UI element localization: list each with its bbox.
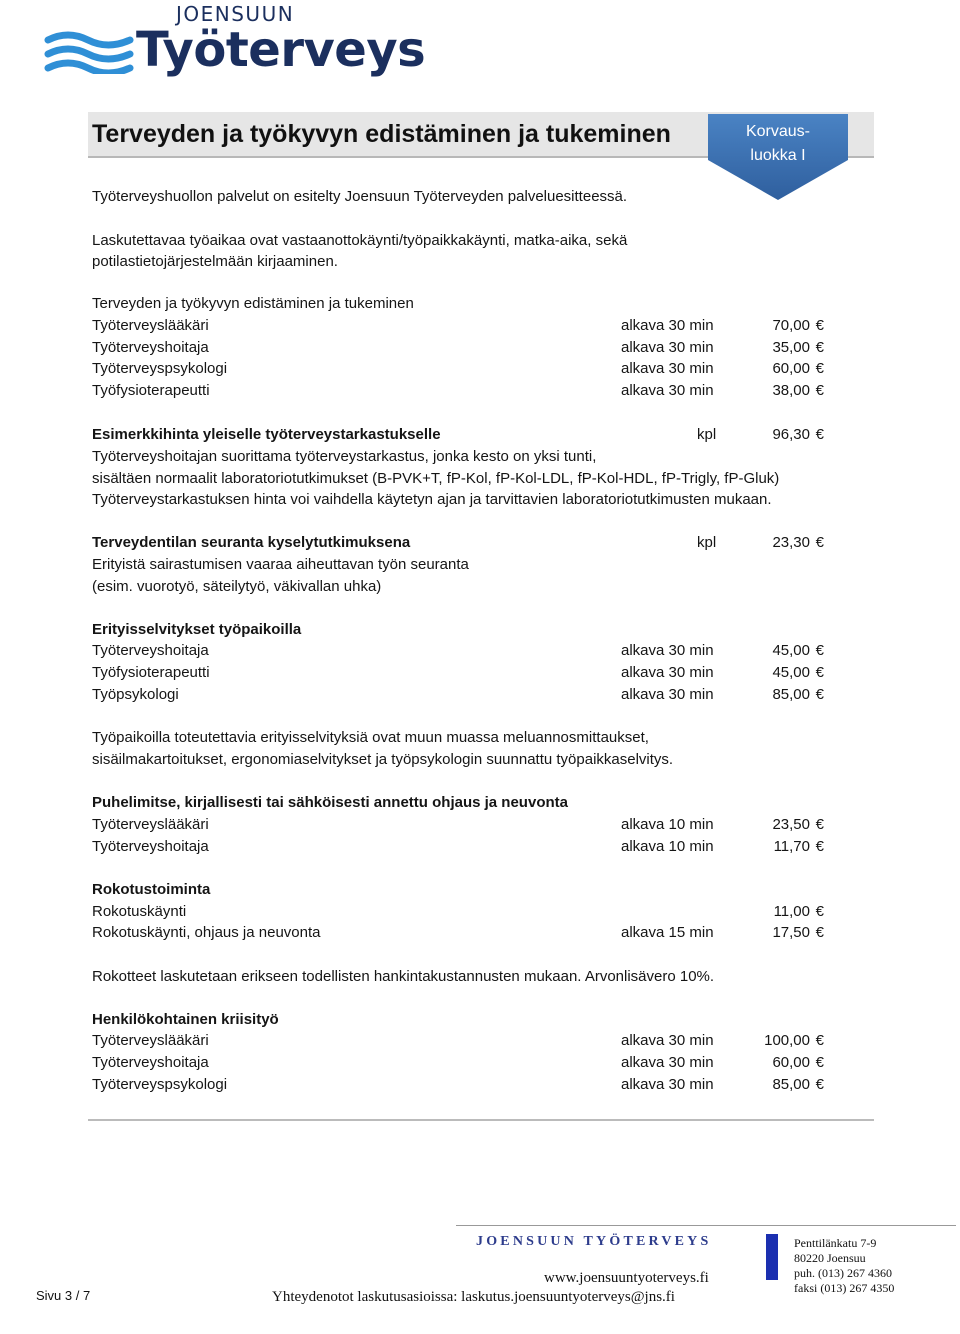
section-heading-health: Terveyden ja työkyvyn edistäminen ja tukeminen	[92, 295, 414, 312]
special-note-1: Työpaikoilla toteutettavia erityisselvityksiä ovat muun muassa meluannosmittaukset,	[92, 729, 649, 746]
service-unit: alkava 30 min	[621, 360, 714, 377]
service-price: 70,00	[772, 317, 810, 334]
section-heading-special: Erityisselvitykset työpaikoilla	[92, 621, 302, 638]
service-name: Työterveyshoitaja	[92, 339, 209, 356]
service-price: 45,00	[772, 642, 810, 659]
address-city: 80220 Joensuu	[794, 1251, 866, 1265]
logo-top-text: JOENSUUN	[176, 2, 295, 26]
service-price: 35,00	[772, 339, 810, 356]
korvaus-badge	[708, 120, 848, 168]
service-unit: alkava 30 min	[621, 686, 714, 703]
euro-sign: €	[815, 924, 824, 941]
service-price: 100,00	[764, 1032, 810, 1049]
service-unit: alkava 10 min	[621, 816, 714, 833]
service-price: 85,00	[772, 1076, 810, 1093]
service-unit: alkava 30 min	[621, 382, 714, 399]
price-row	[92, 836, 828, 858]
service-name: Työterveyslääkäri	[92, 317, 209, 334]
intro-text-3: potilastietojärjestelmään kirjaaminen.	[92, 253, 338, 270]
euro-sign: €	[815, 339, 824, 356]
service-name: Työterveyslääkäri	[92, 816, 209, 833]
service-name: Työterveyshoitaja	[92, 642, 209, 659]
price-row	[92, 684, 828, 706]
footer-address	[794, 1236, 894, 1296]
service-unit: kpl	[697, 426, 717, 443]
euro-sign: €	[815, 360, 824, 377]
service-name: Työterveyshoitaja	[92, 1054, 209, 1071]
service-price: 60,00	[772, 360, 810, 377]
service-name: Työpsykologi	[92, 686, 179, 703]
price-row	[92, 814, 828, 836]
service-price: 11,00	[773, 903, 810, 920]
section-heading-crisis: Henkilökohtainen kriisityö	[92, 1011, 279, 1028]
exam-desc-2: sisältäen normaalit laboratoriotutkimukset (B-PVK+T, fP-Kol, fP-Kol-LDL, fP-Kol-HDL, fP-Trigly, fP-Gluk)	[92, 470, 780, 487]
price-row	[92, 380, 828, 402]
euro-sign: €	[815, 686, 824, 703]
price-row	[92, 1074, 828, 1096]
service-unit: kpl	[697, 534, 717, 551]
page-title: Terveyden ja työkyvyn edistäminen ja tukeminen	[92, 120, 671, 148]
service-unit: alkava 10 min	[621, 838, 714, 855]
korvaus-line-1: Korvaus-	[745, 123, 811, 140]
price-row	[92, 315, 828, 337]
footer-website-link[interactable]: www.joensuuntyoterveys.fi	[544, 1270, 709, 1286]
service-unit: alkava 30 min	[621, 1054, 714, 1071]
service-name: Työterveyspsykologi	[92, 360, 228, 377]
euro-sign: €	[815, 317, 824, 334]
price-row	[92, 1052, 828, 1074]
euro-sign: €	[815, 903, 824, 920]
page-number: Sivu 3 / 7	[36, 1288, 91, 1303]
price-row	[92, 337, 828, 359]
service-name: Työterveyslääkäri	[92, 1032, 209, 1049]
euro-sign: €	[815, 1054, 824, 1071]
service-price: 38,00	[772, 382, 810, 399]
service-price: 23,50	[772, 816, 810, 833]
euro-sign: €	[815, 816, 824, 833]
service-price: 60,00	[772, 1054, 810, 1071]
service-unit: alkava 15 min	[621, 924, 714, 941]
euro-sign: €	[815, 426, 824, 443]
footer-billing-contact: Yhteydenotot laskutusasioissa: laskutus.joensuuntyoterveys@jns.fi	[272, 1289, 675, 1305]
service-price: 96,30	[772, 426, 810, 443]
section-heading-phone: Puhelimitse, kirjallisesti tai sähköisesti annettu ohjaus ja neuvonta	[92, 794, 568, 811]
euro-sign: €	[815, 1032, 824, 1049]
section-heading-vaccine: Rokotustoiminta	[92, 881, 211, 898]
service-unit: alkava 30 min	[621, 1076, 714, 1093]
footer-divider	[88, 1119, 874, 1121]
service-unit: alkava 30 min	[621, 664, 714, 681]
service-price: 85,00	[772, 686, 810, 703]
price-row	[92, 901, 828, 923]
survey-desc-2: (esim. vuorotyö, säteilytyö, väkivallan uhka)	[92, 578, 382, 595]
euro-sign: €	[815, 838, 824, 855]
address-fax: faksi (013) 267 4350	[794, 1281, 895, 1295]
service-name: Rokotuskäynti, ohjaus ja neuvonta	[92, 924, 321, 941]
exam-desc-1: Työterveyshoitajan suorittama työterveystarkastus, jonka kesto on yksi tunti,	[92, 448, 597, 465]
logo-main-text: Työterveys	[136, 22, 426, 78]
service-name: Työterveyshoitaja	[92, 838, 209, 855]
korvaus-line-2: luokka I	[750, 147, 806, 164]
service-unit: alkava 30 min	[621, 1032, 714, 1049]
footer-rule	[456, 1225, 956, 1226]
service-name: Työfysioterapeutti	[92, 382, 210, 399]
price-row	[92, 1030, 828, 1052]
survey-desc-1: Erityistä sairastumisen vaaraa aiheuttavan työn seuranta	[92, 556, 469, 573]
footer-accent-block	[766, 1234, 778, 1280]
euro-sign: €	[815, 1076, 824, 1093]
service-price: 45,00	[772, 664, 810, 681]
euro-sign: €	[815, 664, 824, 681]
euro-sign: €	[815, 534, 824, 551]
service-price: 17,50	[772, 924, 810, 941]
section-heading-exam: Esimerkkihinta yleiselle työterveystarkastukselle	[92, 426, 441, 443]
price-row	[92, 640, 828, 662]
company-logo	[44, 0, 424, 90]
service-unit: alkava 30 min	[621, 642, 714, 659]
survey-heading-row	[92, 532, 828, 554]
service-price: 23,30	[772, 534, 810, 551]
price-row	[92, 662, 828, 684]
vaccine-note: Rokotteet laskutetaan erikseen todellisten hankintakustannusten mukaan. Arvonlisävero 10%.	[92, 968, 715, 985]
logo-waves-icon	[44, 28, 134, 74]
euro-sign: €	[815, 382, 824, 399]
section-heading-survey: Terveydentilan seuranta kyselytutkimuksena	[92, 534, 411, 551]
intro-text-2: Laskutettavaa työaikaa ovat vastaanottokäynti/työpaikkakäynti, matka-aika, sekä	[92, 232, 628, 249]
address-street: Penttilänkatu 7-9	[794, 1236, 877, 1250]
intro-text-1: Työterveyshuollon palvelut on esitelty Joensuun Työterveyden palveluesitteessä.	[92, 188, 628, 205]
exam-desc-3: Työterveystarkastuksen hinta voi vaihdella käytetyn ajan ja tarvittavien laboratoriotutkimusten mukaan.	[92, 491, 772, 508]
special-note-2: sisäilmakartoitukset, ergonomiaselvitykset ja työpsykologin suunnattu työpaikkaselvitys.	[92, 751, 674, 768]
service-name: Rokotuskäynti	[92, 903, 187, 920]
service-unit: alkava 30 min	[621, 317, 714, 334]
exam-heading-row	[92, 424, 828, 446]
service-name: Työfysioterapeutti	[92, 664, 210, 681]
address-phone: puh. (013) 267 4360	[794, 1266, 892, 1280]
euro-sign: €	[815, 642, 824, 659]
price-row	[92, 358, 828, 380]
footer-brand: JOENSUUN TYÖTERVEYS	[476, 1234, 712, 1249]
service-unit: alkava 30 min	[621, 339, 714, 356]
service-name: Työterveyspsykologi	[92, 1076, 228, 1093]
service-price: 11,70	[773, 838, 810, 855]
price-row	[92, 922, 828, 944]
